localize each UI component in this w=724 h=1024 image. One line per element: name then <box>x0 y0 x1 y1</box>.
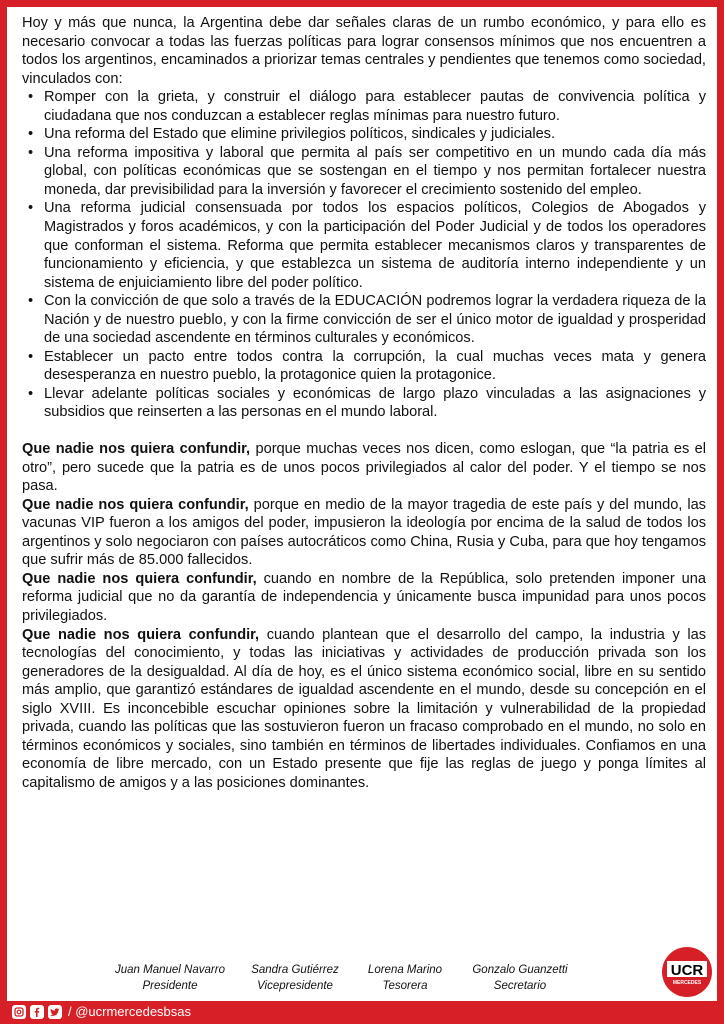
proposal-list <box>22 88 706 422</box>
statement-text: porque muchas veces nos dicen, como eslogan, que “la patria es el otro”, pero sucede que la patria es de unos pocos privilegiados al calor del poder. Y el tiempo se nos pasa. <box>22 441 706 495</box>
list-item: • Una reforma impositiva y laboral que permita al país ser competitivo en un mundo cada día más global, con políticas económicas que se sostengan en el tiempo y nos permitan fortalecer nuestra moneda, dar previsibilidad para la inversión y favorecer el crecimiento sostenido del empleo. <box>44 144 706 200</box>
signature-role: Vicepresidente <box>257 980 333 992</box>
list-item: • Establecer un pacto entre todos contra la corrupción, la cual muchas veces mata y genera desesperanza en nuestro pueblo, la protagonice quien la protagonice. <box>44 348 706 385</box>
statement-paragraph <box>22 570 706 626</box>
signature-role: Presidente <box>142 980 198 992</box>
signature-navarro <box>100 962 240 994</box>
ucr-logo <box>659 945 715 999</box>
signature-role: Secretario <box>493 980 547 992</box>
statement-paragraph <box>22 496 706 570</box>
social-handle[interactable]: / @ucrmercedesbsas <box>68 1004 192 1019</box>
statement-text: cuando en nombre de la República, solo pretenden imponer una reforma judicial que no da garantía de independencia y únicamente busca impunidad para unos pocos privilegiados. <box>22 570 706 624</box>
statement-text: porque en medio de la mayor tragedia de este país y del mundo, las vacunas VIP fueron a los amigos del poder, impusieron la ideología por encima de la salud de todos los argentinos y solo negociaron con países autocráticos como China, Rusia y Cuba, para que hoy tengamos que sufrir más de 85.000 fallecidos. <box>22 496 706 569</box>
signature-name: Lorena Marino <box>367 964 443 976</box>
logo-text: UCR <box>670 962 704 979</box>
statement-text: cuando plantean que el desarrollo del campo, la industria y las tecnologías del conocimiento, y todas las iniciativas y actividades de producción privada son los generadores de la desigualdad. Al día de hoy, es el único sistema económico social, libre en su sentido más amplio, que garantizó estándares de igualdad ascendente en el mundo, desde su concepción en el siglo XVIII. Es inconcebible escuchar opiniones sobre la limitación y vulnerabilidad de la propiedad privada, cuando las políticas que las sostuvieron fueron un fracaso comprobado en el mundo, no solo en términos económicos y sociales, sino también en términos de libertades individuales. Confiamos en una economía de libre mercado, con un Estado presente que fije las reglas de juego y ponga límites al capitalismo de amigos y a las posiciones dominantes. <box>22 626 706 791</box>
statement-lead: Que nadie nos quiera confundir, <box>22 570 257 587</box>
statement-lead: Que nadie nos quiera confundir, <box>22 626 260 643</box>
statement-paragraph <box>22 626 706 793</box>
instagram-icon[interactable] <box>12 1005 26 1019</box>
intro-paragraph: Hoy y más que nunca, la Argentina debe dar señales claras de un rumbo económico, y para ello es necesario convocar a todas las fuerzas políticas para lograr consensos mínimos que nos encuentren a todos los argentinos, encaminados a priorizar temas centrales y pendientes que tenemos como sociedad, vinculados con: <box>22 15 706 87</box>
signature-block <box>100 962 580 994</box>
signature-guanzetti <box>460 962 580 994</box>
signature-role: Tesorera <box>382 980 428 992</box>
signature-gutierrez <box>240 962 350 994</box>
signature-name: Sandra Gutiérrez <box>251 964 339 976</box>
facebook-icon[interactable] <box>30 1005 44 1019</box>
social-icons <box>12 1005 62 1019</box>
spacer <box>22 422 706 440</box>
signature-marino <box>350 962 460 994</box>
signature-name: Gonzalo Guanzetti <box>472 964 568 976</box>
list-item: • Llevar adelante políticas sociales y económicas de largo plazo vinculadas a las asignaciones y subsidios que reinserten a las personas en el mundo laboral. <box>44 385 706 422</box>
logo-subtext: MERCEDES <box>672 980 702 986</box>
ucr-logo-graphic <box>659 945 715 999</box>
list-item: • Romper con la grieta, y construir el diálogo para establecer pautas de convivencia política y ciudadana que nos conduzcan a establecer reglas mínimas para nuestro futuro. <box>44 88 706 125</box>
twitter-icon[interactable] <box>48 1005 62 1019</box>
statement-lead: Que nadie nos quiera confundir, <box>22 496 249 513</box>
list-item: • Una reforma del Estado que elimine privilegios políticos, sindicales y judiciales. <box>44 125 706 144</box>
list-item: • Una reforma judicial consensuada por todos los espacios políticos, Colegios de Abogados y Magistrados y foros académicos, y con la participación del Poder Judicial y de todos los operadores que conforman el sistema. Reforma que permita establecer mecanismos claros y transparentes de funcionamiento y eficiencia, y que establezca un sistema de auditoría interno independiente y un sistema de enjuiciamiento libre del poder político. <box>44 199 706 292</box>
statement-lead: Que nadie nos quiera confundir, <box>22 441 251 458</box>
document-body <box>22 14 706 792</box>
statement-paragraph <box>22 440 706 496</box>
signature-name: Juan Manuel Navarro <box>115 964 225 976</box>
footer-bar <box>0 1001 724 1024</box>
list-item: • Con la convicción de que solo a través de la EDUCACIÓN podremos lograr la verdadera riqueza de la Nación y de nuestro pueblo, y con la firme convicción de ser el único motor de igualdad y prosperidad de una sociedad ascendente en términos culturales y económicos. <box>44 292 706 348</box>
